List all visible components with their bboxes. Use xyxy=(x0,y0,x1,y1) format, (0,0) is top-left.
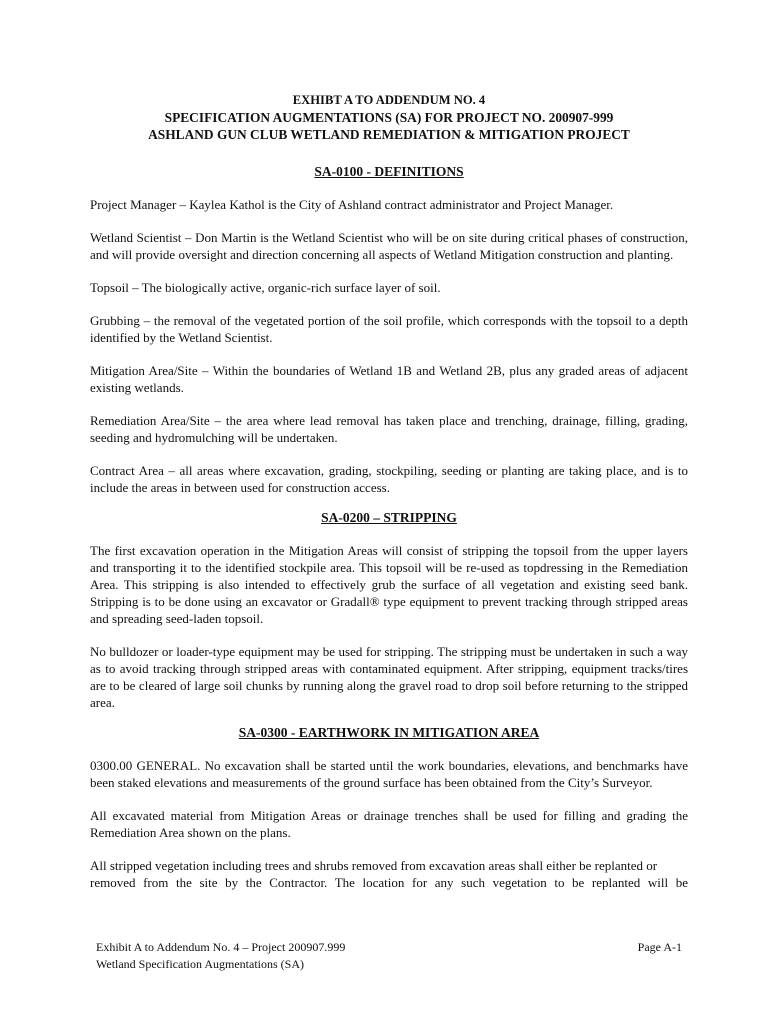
definition-project-manager: Project Manager – Kaylea Kathol is the City of Ashland contract administrator and Project Manager. xyxy=(90,197,614,212)
page-footer xyxy=(96,939,682,973)
section-title-earthwork: SA-0300 - EARTHWORK IN MITIGATION AREA xyxy=(238,725,540,740)
definition-contract-area: Contract Area – all areas where excavation, grading, stockpiling, seeding or planting are taking place, and is to include the areas in between used for construction access. xyxy=(90,463,688,495)
header-project-line: ASHLAND GUN CLUB WETLAND REMEDIATION & MITIGATION PROJECT xyxy=(148,127,630,142)
stripping-paragraph-1: The first excavation operation in the Mitigation Areas will consist of stripping the topsoil from the upper layers and transporting it to the identified stockpile area. This topsoil will be re-used as topdressing in the Remediation Area. This stripping is also intended to effectively grub the surface of all vegetation and existing seed bank. Stripping is to be done using an excavator or Gradall® type equipment to prevent tracking through stripped areas and spreading seed-laden topsoil. xyxy=(90,543,688,626)
earthwork-general-paragraph: 0300.00 GENERAL. No excavation shall be started until the work boundaries, elevations, and benchmarks have been staked elevations and measurements of the ground surface has been obtained from the City’s Surveyor. xyxy=(90,758,688,790)
definition-grubbing: Grubbing – the removal of the vegetated portion of the soil profile, which corresponds with the topsoil to a depth identified by the Wetland Scientist. xyxy=(90,313,688,345)
header-specification-line: SPECIFICATION AUGMENTATIONS (SA) FOR PROJECT NO. 200907-999 xyxy=(164,110,614,125)
earthwork-stripped-vegetation-paragraph: All stripped vegetation including trees and shrubs removed from excavation areas shall either be replanted or xyxy=(90,858,658,873)
definition-mitigation-area: Mitigation Area/Site – Within the boundaries of Wetland 1B and Wetland 2B, plus any graded areas of adjacent existing wetlands. xyxy=(90,363,688,395)
header-exhibit-line: EXHIBT A TO ADDENDUM NO. 4 xyxy=(292,93,486,107)
definition-wetland-scientist: Wetland Scientist – Don Martin is the Wetland Scientist who will be on site during critical phases of construction, and will provide oversight and direction concerning all aspects of Wetland Mitigation construction and planting. xyxy=(90,230,688,262)
earthwork-excavated-material-paragraph: All excavated material from Mitigation Areas or drainage trenches shall be used for filling and grading the Remediation Area shown on the plans. xyxy=(90,808,688,840)
footer-document-title: Exhibit A to Addendum No. 4 – Project 200907.999 xyxy=(96,940,346,954)
earthwork-stripped-vegetation-continued: removed from the site by the Contractor. The location for any such vegetation to be replanted will be xyxy=(90,875,688,890)
section-title-definitions: SA-0100 - DEFINITIONS xyxy=(314,164,464,179)
definition-remediation-area: Remediation Area/Site – the area where lead removal has taken place and trenching, drainage, filling, grading, seeding and hydromulching will be undertaken. xyxy=(90,413,688,445)
footer-document-subtitle: Wetland Specification Augmentations (SA) xyxy=(96,957,304,971)
definition-topsoil: Topsoil – The biologically active, organic-rich surface layer of soil. xyxy=(90,280,441,295)
section-title-stripping: SA-0200 – STRIPPING xyxy=(321,510,457,525)
footer-page-number: Page A-1 xyxy=(637,940,682,954)
stripping-paragraph-2: No bulldozer or loader-type equipment may be used for stripping. The stripping must be undertaken in such a way as to avoid tracking through stripped areas with contaminated equipment. After stripping, equipment tracks/tires are to be cleared of large soil chunks by running along the gravel road to drop soil before returning to the stripped area. xyxy=(90,644,688,710)
document-page xyxy=(90,92,688,891)
